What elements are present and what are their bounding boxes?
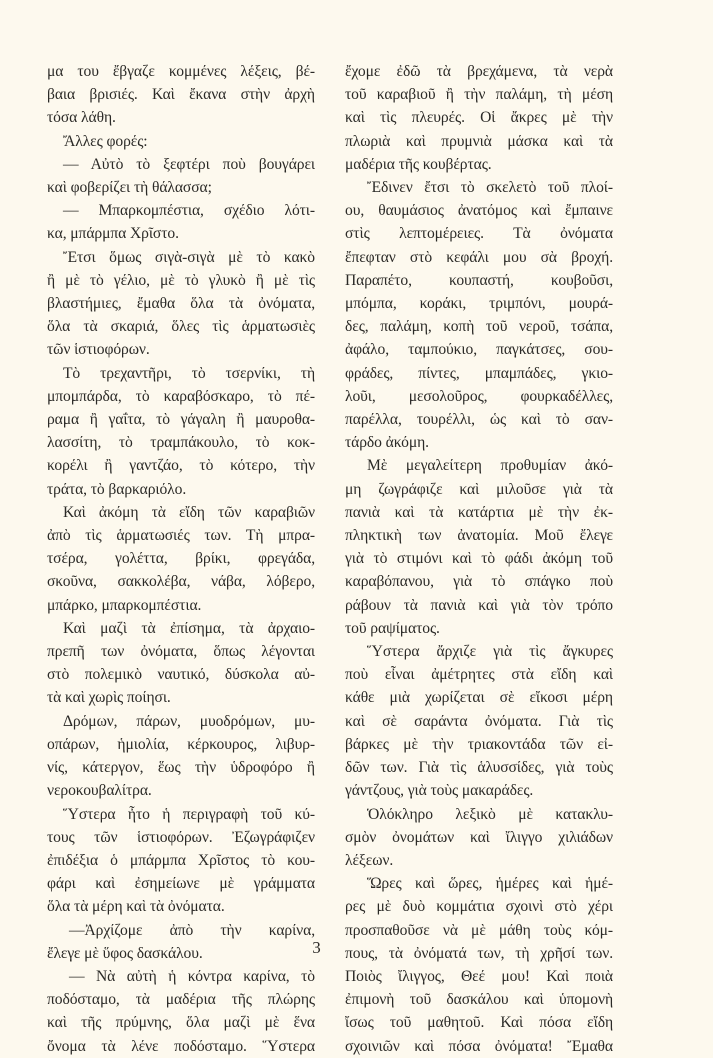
text-line: οπάρων, ἡμιολία, κέρκουρος, λιβυρ- [47, 735, 315, 753]
text-line: βάρκες μὲ τὴν τριακοντάδα τῶν εἰ- [345, 735, 613, 753]
text-line: ἔχομε ἐδῶ τὰ βρεχάμενα, τὰ νερὰ [345, 63, 613, 80]
text-line: στὸ πολεμικὸ ναυτικό, δύσκολα αὐ- [47, 666, 315, 684]
text-line: τόσα λάθη. [47, 109, 116, 127]
text-line: σμὸν ὀνομάτων καὶ ἴλιγγο χιλιάδων [345, 828, 613, 846]
text-line: ποδόσταμο, τὰ μαδέρια τῆς πλώρης [47, 991, 315, 1009]
text-line: τὰ καὶ χωρὶς ποίησι. [47, 689, 171, 707]
text-line: φράδες, πίντες, μπαμπάδες, γκιο- [345, 364, 613, 382]
text-line: ὅλα τὰ μέρη καὶ τὰ ὀνόματα. [47, 898, 225, 916]
text-line: — Αὐτὸ τὸ ξεφτέρι ποὺ βουγάρει [63, 155, 315, 173]
text-line: πρεπῆ των ὀνόματα, ὅπως λέγονται [47, 643, 315, 661]
left-text-column [47, 60, 315, 1058]
page-number: 3 [312, 938, 321, 957]
text-line: Ἔτσι ὅμως σιγὰ-σιγὰ μὲ τὸ κακὸ [63, 248, 315, 266]
text-line: μπάρκο, μπαρκομπέστια. [47, 596, 202, 614]
text-line: Μὲ μεγαλείτερη προθυμίαν ἀκό- [367, 457, 613, 475]
text-line: Δρόμων, πάρων, μυοδρόμων, μυ- [63, 712, 315, 730]
text-line: μη ζωγράφιζε καὶ μιλοῦσε γιὰ τὰ [345, 480, 613, 498]
text-line: πους, τὰ ὀνόματά των, τὴ χρῆσί των. [345, 944, 613, 962]
text-line: Παραπέτο, κουπαστή, κουβοῦσι, [345, 271, 613, 289]
text-line: Ἄλλες φορές: [63, 132, 148, 150]
text-line: γιὰ τὸ στιμόνι καὶ τὸ φάδι ἀκόμη τοῦ [345, 550, 613, 568]
text-line: Ὥρες καὶ ὥρες, ἡμέρες καὶ ἡμέ- [367, 875, 613, 893]
text-line: Καὶ μαζὶ τὰ ἐπίσημα, τὰ ἀρχαιο- [63, 619, 315, 637]
text-line: καὶ τῆς πρύμνης, ὅλα μαζὶ μὲ ἕνα [47, 1014, 315, 1032]
text-line: τους τῶν ἱστιοφόρων. Ἐζωγράφιζεν [47, 828, 315, 846]
text-line: ἔλεγε μὲ ὕφος δασκάλου. [47, 944, 203, 962]
text-line: ὄνομα τὰ λένε ποδόσταμο. Ὕστερα [47, 1037, 315, 1055]
text-line: κάθε μιὰ χωρίζεται σὲ εἴκοσι μέρη [345, 689, 613, 707]
text-line: τῶν ἱστιοφόρων. [47, 341, 150, 359]
text-line: λοῦι, μεσολοῦρος, φουρκαδέλλες, [345, 387, 613, 405]
text-line: βαια βρισιές. Καὶ ἔκανα στὴν ἀρχὴ [47, 86, 315, 104]
text-line: ρες μὲ δυὸ κομμάτια σχοινὶ στὸ χέρι [345, 898, 613, 916]
text-line: σχοινιῶν καὶ πόσα ὀνόματα! Ἔμαθα [345, 1037, 613, 1055]
text-line: λέξεων. [345, 851, 394, 869]
text-line: ὅλα τὰ σκαριά, ὅλες τὶς ἁρματωσιὲς [47, 318, 315, 336]
text-line: καραβόπανου, γιὰ τὸ σπάγκο ποὺ [345, 573, 613, 591]
text-line: τράτα, τὸ βαρκαριόλο. [47, 480, 187, 498]
text-line: — Μπαρκομπέστια, σχέδιο λότι- [63, 202, 315, 220]
text-line: μπόμπα, κοράκι, τριμπόνι, μουρά- [345, 295, 613, 313]
text-line: κορέλι ἢ γαντζάο, τὸ κότερο, τὴν [47, 457, 315, 475]
text-line: στὶς λεπτομέρειες. Τὰ ὀνόματα [345, 225, 613, 243]
text-line: πλωριὰ καὶ πρυμνιὰ μάσκα καὶ τὰ [345, 132, 613, 150]
text-line: τσέρα, γολέττα, βρίκι, φρεγάδα, [47, 550, 315, 568]
text-line: ἢ μὲ τὸ γέλιο, μὲ τὸ γλυκὸ ἢ μὲ τὶς [47, 271, 315, 289]
text-line: ράβουν τὰ πανιὰ καὶ γιὰ τὸν τρόπο [345, 596, 613, 614]
text-line: τοῦ ραψίματος. [345, 619, 440, 637]
text-line: δες, παλάμη, κοπὴ τοῦ νεροῦ, τσάπα, [345, 318, 613, 336]
text-line: μα του ἔβγαζε κομμένες λέξεις, βέ- [47, 63, 315, 80]
text-line: ραμα ἢ γαΐτα, τὸ γάγαλη ἢ μαυροθα- [47, 411, 315, 429]
text-line: γάντζους, γιὰ τοὺς μακαράδες. [345, 782, 534, 800]
text-line: Ὁλόκληρο λεξικὸ μὲ κατακλυ- [367, 805, 613, 823]
text-line: Ποιὸς ἴλιγγος, Θεέ μου! Καὶ ποιὰ [345, 967, 613, 985]
text-line: παρέλλα, τουρέλλι, ὡς καὶ τὸ σαν- [345, 411, 613, 429]
text-line: τάρδο ἀκόμη. [345, 434, 429, 452]
text-line: νεροκουβαλίτρα. [47, 782, 152, 800]
text-line: ἔπεφταν στὸ κεφάλι μου σὰ βροχή. [345, 248, 613, 266]
text-line: λασσίτη, τὸ τραμπάκουλο, τὸ κοκ- [47, 434, 315, 452]
text-line: βλαστήμιες, ἔμαθα ὅλα τὰ ὀνόματα, [47, 295, 315, 313]
text-line: ἀπὸ τὶς ἁρματωσιές των. Τὴ μπρα- [47, 527, 315, 545]
text-line: ἐπιδέξια ὁ μπάρμπα Χρῖστος τὸ κου- [47, 851, 315, 869]
text-line: μπομπάρδα, τὸ καραβόσκαρο, τὸ πέ- [47, 387, 315, 405]
text-line: ου, θαυμάσιος ἀνατόμος καὶ ἔμπαινε [345, 202, 613, 220]
text-line: πληκτικὴ των ἀνατομία. Μοῦ ἔλεγε [345, 527, 613, 545]
text-line: σκοῦνα, σακκολέβα, νάβα, λόβερο, [47, 573, 315, 591]
text-line: πανιὰ καὶ τὰ κατάρτια μὲ τὴν ἐκ- [345, 503, 613, 521]
text-line: καὶ φοβερίζει τὴ θάλασσα; [47, 179, 212, 197]
text-line: ποὺ εἶναι ἀμέτρητες στὰ εἴδη καὶ [345, 666, 613, 684]
text-line: — Νὰ αὐτὴ ἡ κόντρα καρίνα, τὸ [69, 967, 315, 985]
text-line: τοῦ καραβιοῦ ἢ τὴν παλάμη, τὴ μέση [345, 86, 613, 104]
text-line: μαδέρια τῆς κουβέρτας. [345, 155, 492, 173]
right-text-column [345, 60, 613, 1058]
text-line: νίς, κάτεργον, ἕως τὴν ὑδροφόρο ἢ [47, 759, 315, 777]
text-line: καὶ σὲ σαράντα ὀνόματα. Γιὰ τὶς [345, 712, 613, 730]
text-line: καὶ τὶς πλευρές. Οἱ ἄκρες μὲ τὴν [345, 109, 613, 127]
text-line: —Ἀρχίζομε ἀπὸ τὴν καρίνα, [69, 921, 315, 939]
text-line: Ὕστερα ἦτο ἡ περιγραφὴ τοῦ κύ- [63, 805, 315, 823]
text-line: προσπαθοῦσε νὰ μὲ μάθη τοὺς κόμ- [345, 921, 613, 939]
text-line: Ἔδινεν ἔτσι τὸ σκελετὸ τοῦ πλοί- [367, 179, 613, 197]
text-line: Τὸ τρεχαντῆρι, τὸ τσερνίκι, τὴ [63, 364, 315, 382]
text-line: φάρι καὶ ἐσημείωνε μὲ γράμματα [47, 875, 315, 893]
text-line: ἐπιμονὴ τοῦ δασκάλου καὶ ὑπομονὴ [345, 991, 613, 1009]
text-line: ἀφάλο, ταμπούκιο, παγκάτσες, σου- [345, 341, 613, 359]
text-line: ἴσως τοῦ μαθητοῦ. Καὶ πόσα εἴδη [345, 1014, 613, 1032]
text-line: Καὶ ἀκόμη τὰ εἴδη τῶν καραβιῶν [63, 503, 315, 521]
text-line: Ὕστερα ἄρχιζε γιὰ τὶς ἄγκυρες [367, 643, 613, 661]
text-line: κα, μπάρμπα Χρῖστο. [47, 225, 179, 243]
text-line: δῶν των. Γιὰ τὶς ἁλυσσίδες, γιὰ τοὺς [345, 759, 613, 777]
